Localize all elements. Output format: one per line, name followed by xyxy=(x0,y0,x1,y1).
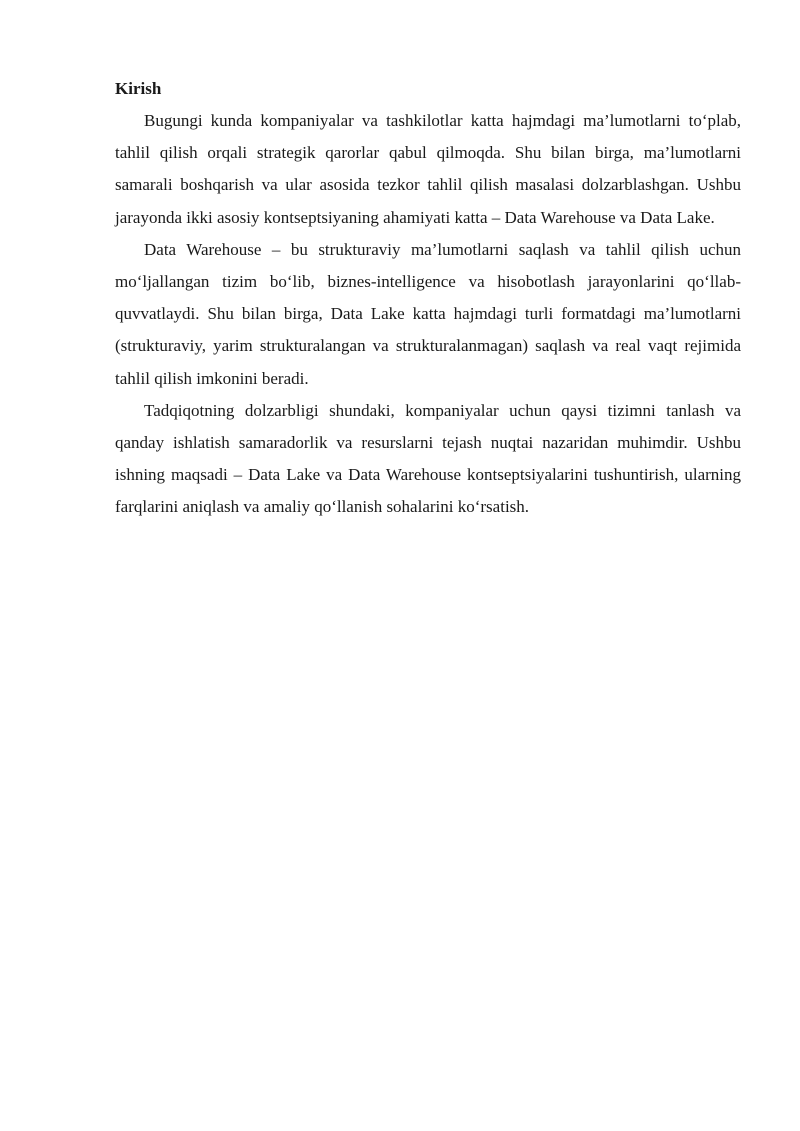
paragraph-data-warehouse: Data Warehouse – bu strukturaviy ma’lumotlarni saqlash va tahlil qilish uchun mo‘ljallangan tizim bo‘lib, biznes-intelligence va hisobotlash jarayonlarini qo‘llab-quvvatlaydi. Shu bilan birga, Data Lake katta hajmdagi turli formatdagi ma’lumotlarni (strukturaviy, yarim strukturalangan va strukturalanmagan) saqlash va real vaqt rejimida tahlil qilish imkonini beradi. xyxy=(115,239,741,388)
section-heading: Kirish xyxy=(115,79,162,98)
document-body xyxy=(115,73,741,524)
paragraph-introduction: Bugungi kunda kompaniyalar va tashkilotlar katta hajmdagi ma’lumotlarni to‘plab, tahlil qilish orqali strategik qarorlar qabul qilmoqda. Shu bilan birga, ma’lumotlarni samarali boshqarish va ular asosida tezkor tahlil qilish masalasi dolzarblashgan. Ushbu jarayonda ikki asosiy kontseptsiyaning ahamiyati katta – Data Warehouse va Data Lake. xyxy=(115,111,741,227)
paragraph-relevance: Tadqiqotning dolzarbligi shundaki, kompaniyalar uchun qaysi tizimni tanlash va qanday ishlatish samaradorlik va resurslarni tejash nuqtai nazaridan muhimdir. Ushbu ishning maqsadi – Data Lake va Data Warehouse kontseptsiyalarini tushuntirish, ularning farqlarini aniqlash va amaliy qo‘llanish sohalarini ko‘rsatish. xyxy=(115,400,741,517)
